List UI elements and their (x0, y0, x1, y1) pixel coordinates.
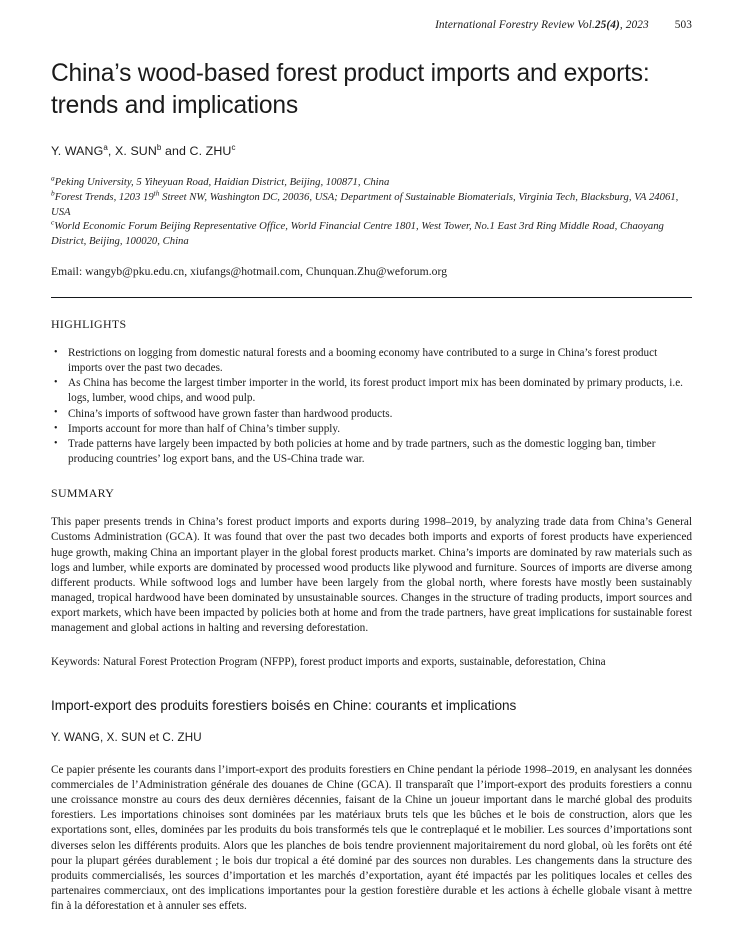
affiliation-c (51, 219, 692, 249)
section-divider-rule (51, 297, 692, 298)
email-line: Email: wangyb@pku.edu.cn, xiufangs@hotmail.com, Chunquan.Zhu@weforum.org (51, 265, 448, 278)
affiliation-c-text: World Economic Forum Beijing Representative Office, World Financial Centre 1801, West Tower, No.1 East 3rd Ring Middle Road, Chaoyang District, Beijing, 100020, China (51, 220, 664, 248)
french-abstract-body: Ce papier présente les courants dans l’import-export des produits forestiers en Chine pendant la période 1998–2019, en analysant les données commerciales de l’Administration générale des douanes de Chine (GCA). Il transparaît que l’import-export des produits forestiers a connu une croissance monstre au cours des deux dernières décennies, faisant de la Chine un joueur important dans le marché global des produits forestiers. Les importations chinoises sont dominées par les matériaux bruts tels que les bûches et le bois de construction, alors que les exportations sont, elles, dominées par les produits du bois transformés tels que le contreplaqué et le mobilier. Les sources d’importations sont diverses selon les différents produits. Alors que les planches de bois tendre proviennent majoritairement du nord global, où les forêts ont été pour la plupart gérées durablement ; le bois dur tropical a été dominé par des sources non durables. Les changements dans la structure des produits commercialisés, les sources d’importation et les marchés d’exportation, ayant été impactés par les politiques locales et celles des partenaires commerciaux, ont des implications importantes pour la gestion forestière durable et les actions à échelle globale visant à mettre fin à la déforestation et à annuler ses effets. (51, 763, 692, 913)
page-number: 503 (674, 19, 692, 31)
running-head-journal-text: International Forestry Review Vol. (435, 19, 595, 31)
affiliation-b (51, 190, 692, 220)
french-author-list: Y. WANG, X. SUN et C. ZHU (51, 730, 202, 744)
list-item: • Imports account for more than half of China’s timber supply. (51, 422, 692, 437)
author-list (51, 144, 692, 158)
list-item: • China’s imports of softwood have grown faster than hardwood products. (51, 407, 692, 422)
affiliation-b-marker: b (51, 188, 55, 198)
affiliation-a-text: Peking University, 5 Yiheyuan Road, Haidian District, Beijing, 100871, China (54, 175, 390, 188)
author-1: Y. WANG (51, 143, 104, 158)
list-item: • As China has become the largest timber importer in the world, its forest product import mix has been dominated by primary products, i.e. logs, lumber, wood chips, and wood pulp. (51, 376, 692, 406)
author-2-affiliation-marker: b (156, 142, 162, 152)
page-content (51, 0, 692, 926)
summary-body: This paper presents trends in China’s forest product imports and exports during 1998–2019, by analyzing trade data from China’s General Customs Administration (GCA). It was found that over the past two decades both imports and exports of forest products have experienced huge growth, making China an important player in the global forest products market. China’s imports are dominated by raw materials such as logs and lumber, while exports are dominated by processed wood products like plywood and furniture. Sources of imports are diverse among different products. While softwood logs and lumber have been largely from the global north, where forests have mostly been sustainably managed, tropical hardwood have been dominated by unsustainable sources. Changes in the structure of trading products, import sources and export markets, which have been impacted by policies both at home and from the trade partners, have great implications for sustainable forest management and global actions in halting and reversing deforestation. (51, 516, 692, 635)
author-1-affiliation-marker: a (103, 142, 108, 152)
french-title: Import-export des produits forestiers boisés en Chine: courants et implications (51, 697, 517, 713)
keywords-line: Keywords: Natural Forest Protection Program (NFPP), forest product imports and exports, sustainable, deforestation, China (51, 655, 606, 668)
affiliation-list (51, 175, 692, 249)
running-head-year: , 2023 (619, 19, 649, 31)
list-item: • Trade patterns have largely been impacted by both policies at home and by trade partners, such as the domestic logging ban, timber producing countries’ log export bans, and the US-China trade war. (51, 437, 692, 467)
page-title: China’s wood-based forest product imports and exports: trends and implications (51, 60, 650, 119)
affiliation-a (51, 175, 692, 190)
summary-heading: SUMMARY (51, 486, 115, 501)
affiliation-a-marker: a (51, 173, 55, 183)
list-item: • Restrictions on logging from domestic natural forests and a booming economy have contributed to a surge in China’s forest product imports over the past two decades. (51, 346, 692, 376)
author-3-affiliation-marker: c (231, 142, 236, 152)
author-3: and C. ZHU (161, 143, 232, 158)
highlights-heading: HIGHLIGHTS (51, 317, 127, 331)
running-head-journal (435, 19, 649, 31)
affiliation-c-marker: c (51, 217, 55, 227)
running-head-volume: 25(4) (594, 19, 620, 31)
affiliation-b-ordinal-suffix: th (153, 188, 160, 198)
affiliation-b-text-pre: Forest Trends, 1203 19 (54, 190, 154, 203)
affiliation-b-text-post: Street NW, Washington DC, 20036, USA; Department of Sustainable Biomaterials, Virginia Tech, Blacksburg, VA 24061, USA (51, 190, 679, 218)
running-head (51, 19, 692, 31)
highlights-list (51, 346, 692, 467)
author-2: , X. SUN (107, 143, 157, 158)
